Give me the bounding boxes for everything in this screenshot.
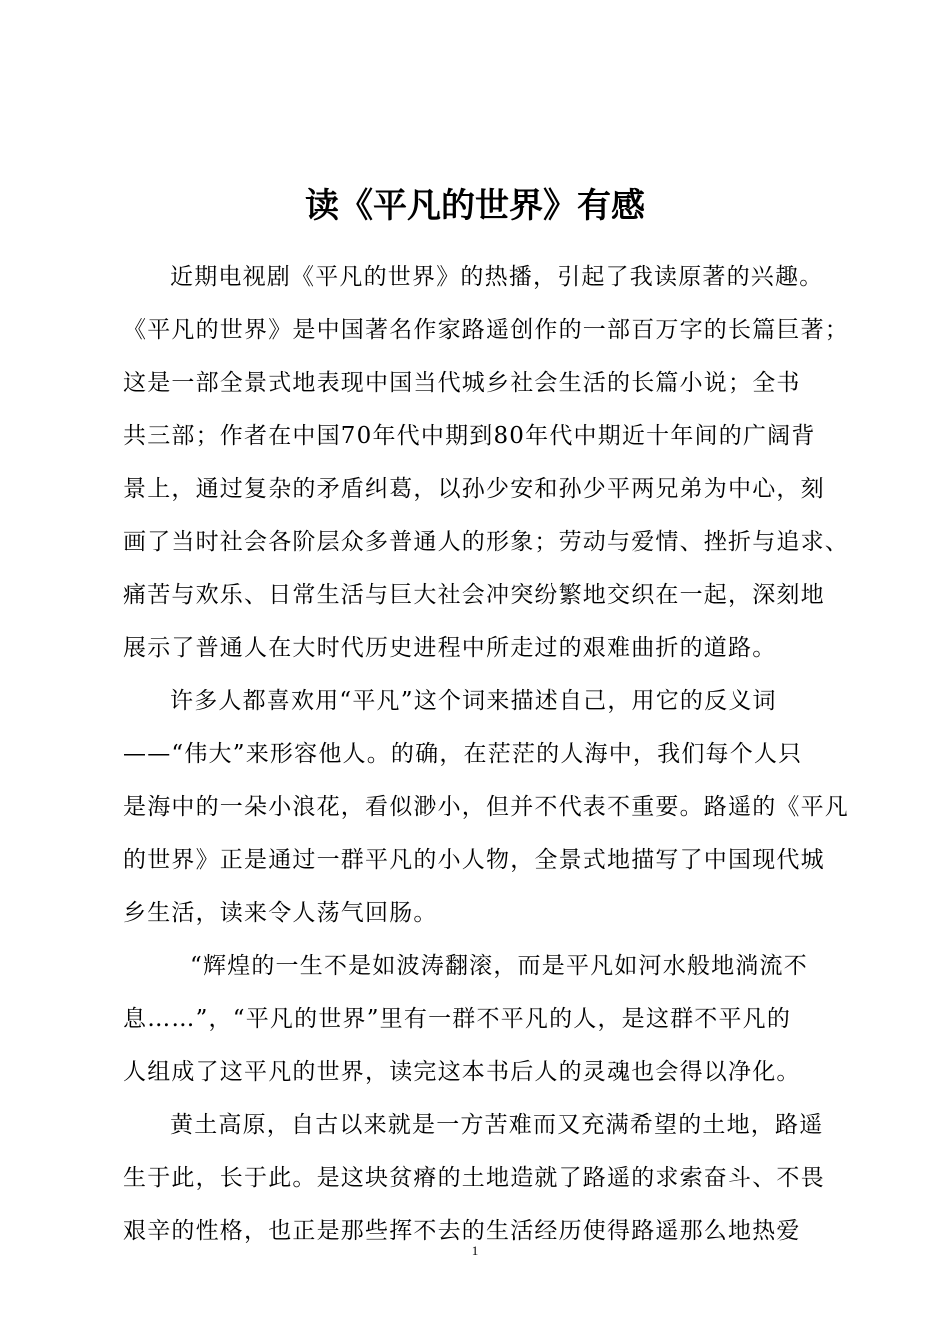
text-line: 《平凡的世界》是中国著名作家路遥创作的一部百万字的长篇巨著； — [123, 317, 849, 343]
text-line: 这是一部全景式地表现中国当代城乡社会生活的长篇小说；全书 — [123, 370, 801, 396]
page-number: 1 — [471, 1243, 479, 1258]
text-line: ——“伟大”来形容他人。的确，在茫茫的人海中，我们每个人只 — [123, 741, 803, 767]
document-title: 读《平凡的世界》有感 — [305, 186, 645, 226]
text-line: 景上，通过复杂的矛盾纠葛，以孙少安和孙少平两兄弟为中心，刻 — [123, 476, 825, 502]
text-line: 近期电视剧《平凡的世界》的热播，引起了我读原著的兴趣。 — [170, 264, 824, 290]
text-line: 乡生活，读来令人荡气回肠。 — [123, 900, 438, 926]
text-line: 是海中的一朵小浪花，看似渺小，但并不代表不重要。路遥的《平凡 — [123, 794, 849, 820]
text-line: 痛苦与欢乐、日常生活与巨大社会冲突纷繁地交织在一起，深刻地 — [123, 582, 825, 608]
text-line: 人组成了这平凡的世界，读完这本书后人的灵魂也会得以净化。 — [123, 1059, 801, 1085]
text-line: 艰辛的性格，也正是那些挥不去的生活经历使得路遥那么地热爱 — [123, 1218, 801, 1244]
text-line: 生于此，长于此。是这块贫瘠的土地造就了路遥的求索奋斗、不畏 — [123, 1165, 825, 1191]
text-line: “辉煌的一生不是如波涛翻滚，而是平凡如河水般地淌流不 — [190, 953, 808, 979]
text-line: 许多人都喜欢用“平凡”这个词来描述自己，用它的反义词 — [170, 688, 777, 714]
text-line: 息……”，“平凡的世界”里有一群不平凡的人，是这群不平凡的 — [123, 1006, 792, 1032]
text-line: 的世界》正是通过一群平凡的小人物，全景式地描写了中国现代城 — [123, 847, 825, 873]
text-line: 展示了普通人在大时代历史进程中所走过的艰难曲折的道路。 — [123, 635, 777, 661]
text-line: 画了当时社会各阶层众多普通人的形象；劳动与爱情、挫折与追求、 — [123, 529, 849, 555]
text-line: 黄土高原，自古以来就是一方苦难而又充满希望的土地，路遥 — [170, 1112, 824, 1138]
text-line: 共三部；作者在中国70年代中期到80年代中期近十年间的广阔背 — [123, 423, 816, 449]
